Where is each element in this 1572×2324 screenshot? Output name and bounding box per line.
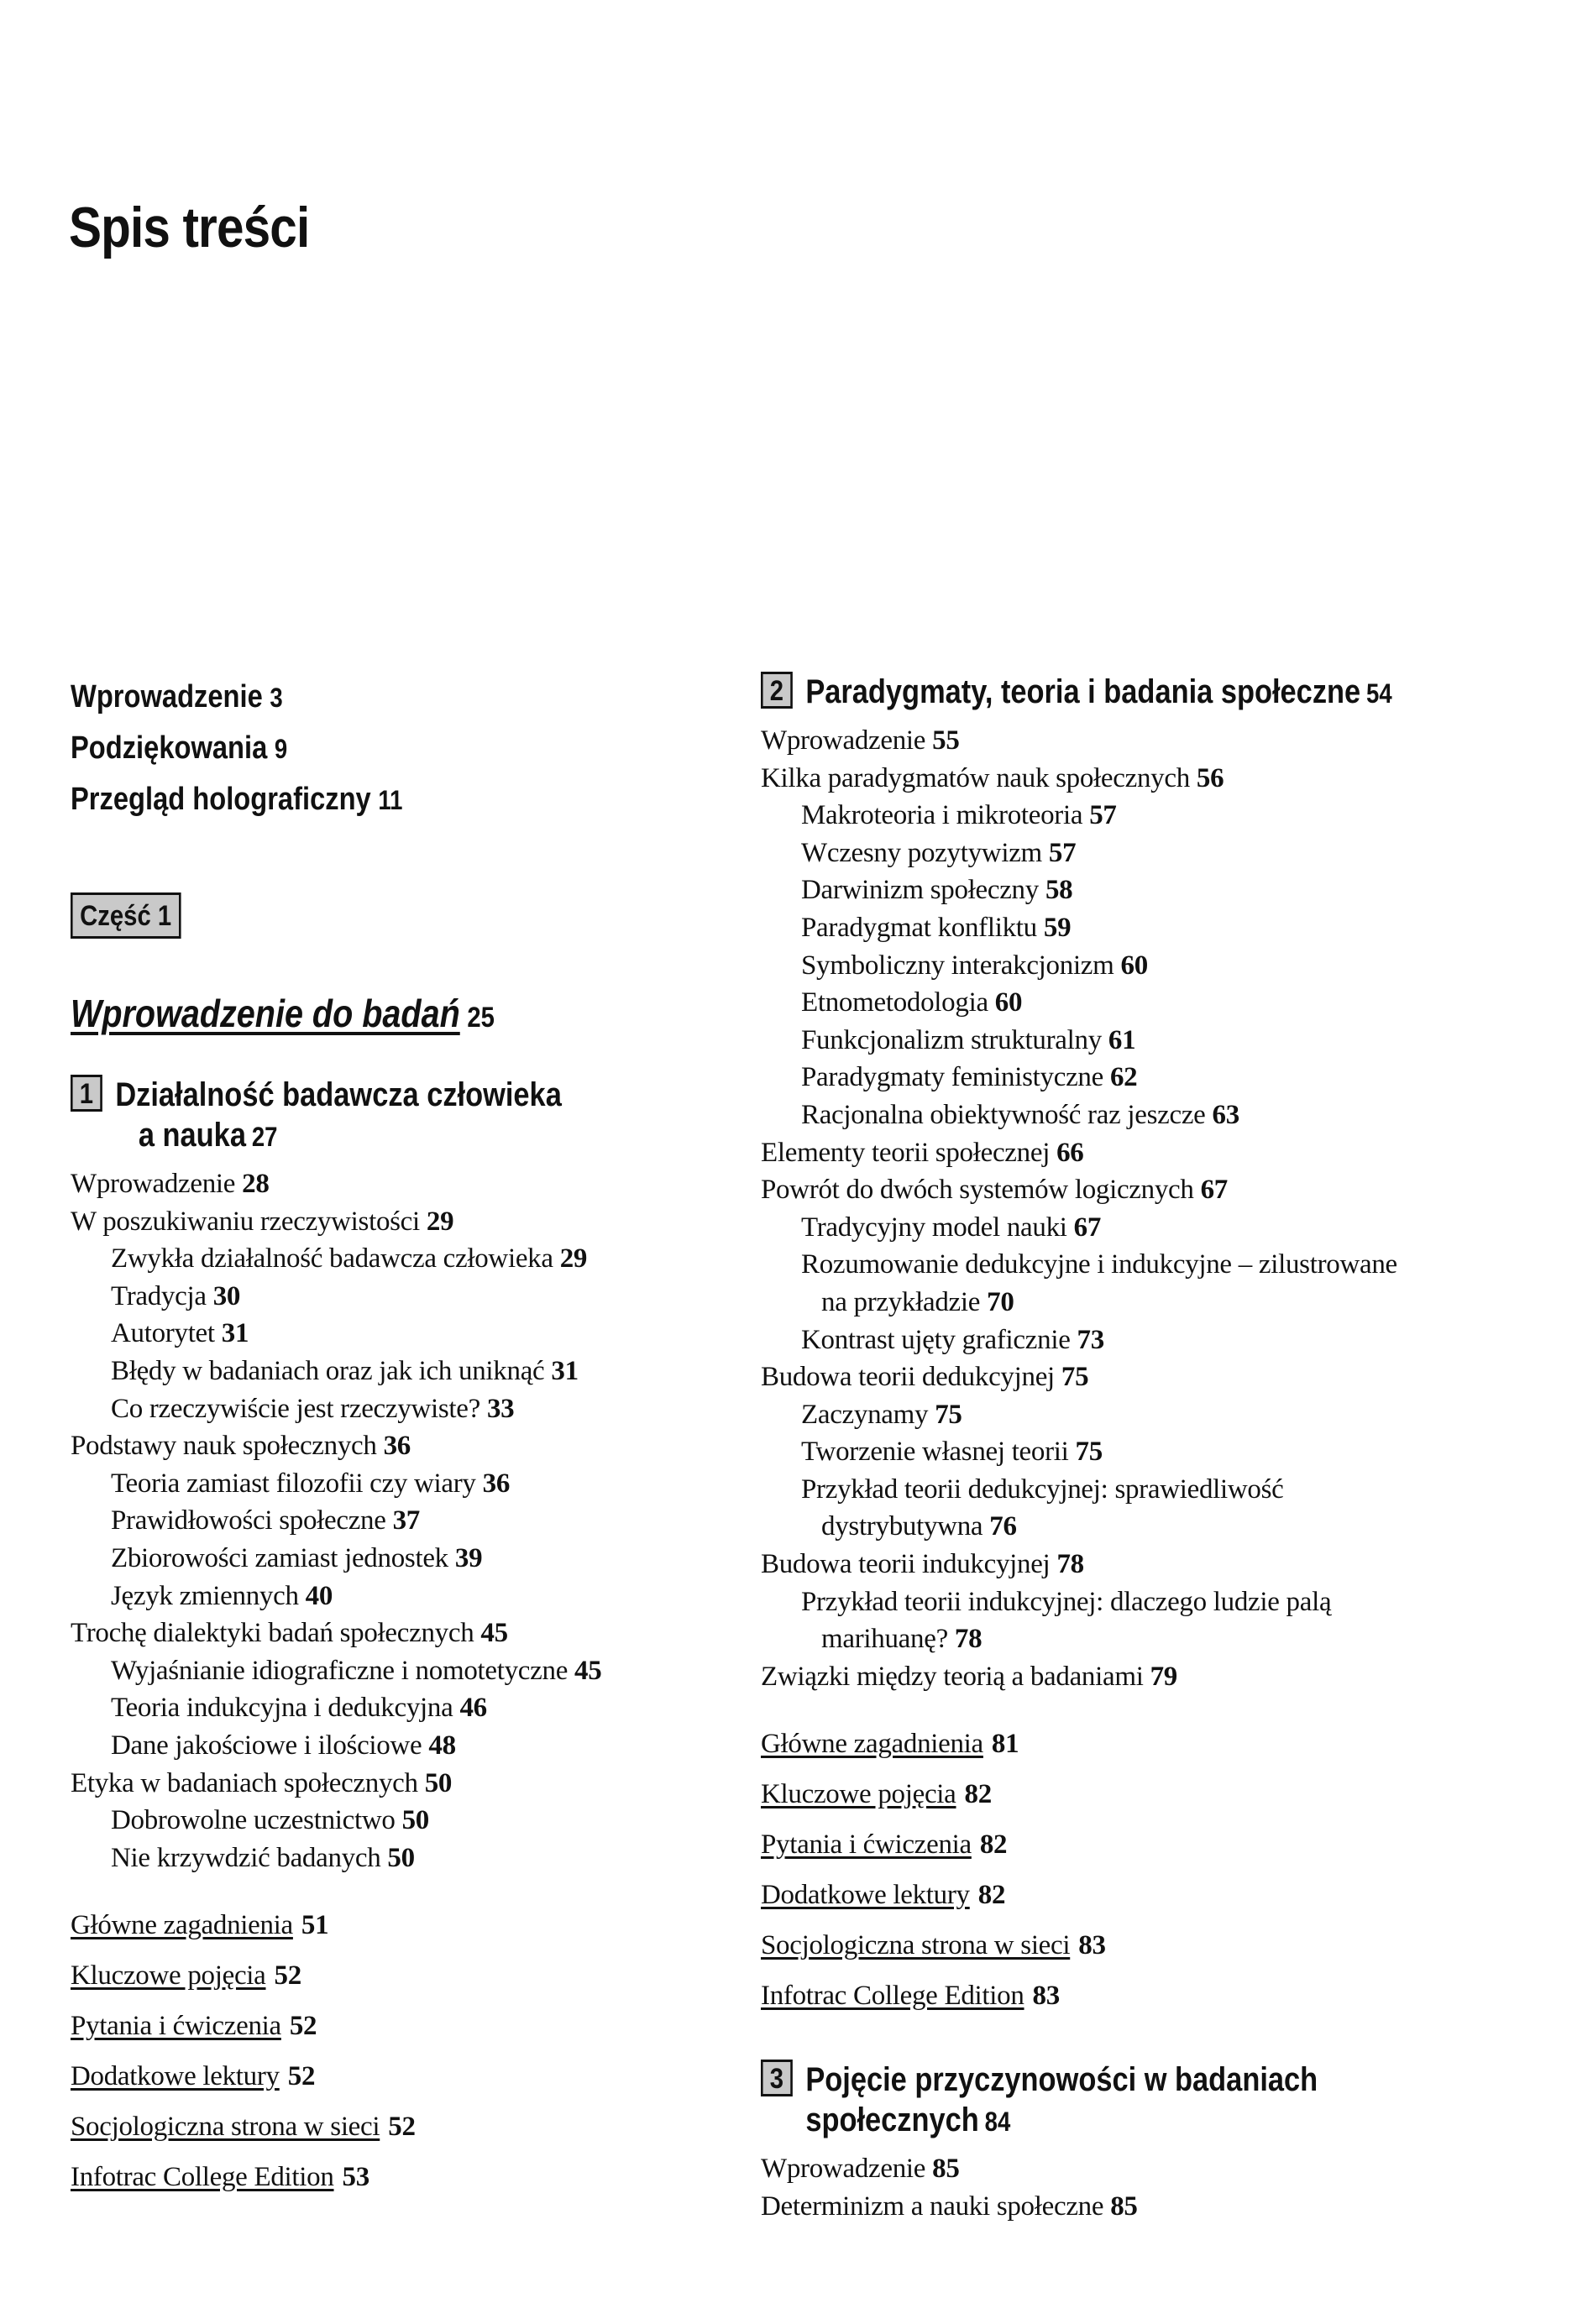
back-matter-link: Kluczowe pojęcia [761, 1779, 956, 1810]
page-number: 51 [301, 1910, 329, 1941]
page-number: 70 [987, 1286, 1014, 1317]
page-number: 60 [994, 987, 1023, 1018]
toc-entry [71, 1652, 726, 1690]
right-column [761, 672, 1517, 2226]
toc-entry [761, 872, 1517, 909]
page-number: 75 [1061, 1362, 1089, 1393]
page-number: 57 [1089, 800, 1117, 831]
page-number: 60 [1120, 950, 1148, 981]
page-number: 25 [467, 1002, 495, 1034]
page-number: 67 [1073, 1212, 1102, 1243]
page-title: Spis treści [69, 196, 310, 259]
toc-entry-text: Powrót do dwóch systemów logicznych [761, 1175, 1194, 1206]
page-number: 45 [574, 1655, 602, 1686]
toc-entry [71, 1727, 726, 1765]
toc-entry-text: Związki między teorią a badaniami [761, 1661, 1144, 1692]
toc-entry-text: Paradygmaty feministyczne [801, 1062, 1103, 1093]
toc-entry-text: Dane jakościowe i ilościowe [111, 1730, 422, 1761]
chapter-title-line [805, 672, 1411, 714]
front-matter-item [71, 723, 634, 774]
toc-entry [761, 1134, 1517, 1172]
chapter-number-box: 3 [761, 2060, 793, 2096]
toc-entry [71, 1689, 726, 1727]
toc-entry-text: Błędy w badaniach oraz jak ich uniknąć [111, 1355, 545, 1386]
page-number: 37 [392, 1505, 421, 1536]
toc-entry-text: Paradygmat konfliktu [801, 912, 1037, 943]
toc-entry-text: Zwykła działalność badawcza człowieka [111, 1243, 553, 1275]
toc-entry-text: Funkcjonalizm strukturalny [801, 1024, 1102, 1055]
page-number: 78 [954, 1624, 982, 1655]
toc-entry-text: Teoria zamiast filozofii czy wiary [111, 1468, 476, 1499]
back-matter-item [761, 1769, 1517, 1819]
back-matter-link: Główne zagadnienia [71, 1910, 293, 1941]
page-number: 40 [305, 1580, 333, 1611]
toc-entry [761, 947, 1517, 985]
chapter-title-line [805, 2100, 1411, 2142]
back-matter-item [761, 1920, 1517, 1971]
toc-entry-text: Elementy teorii społecznej [761, 1137, 1051, 1168]
page-number: 48 [428, 1730, 456, 1761]
toc-entry [761, 2188, 1517, 2226]
toc-entry-text: Trochę dialektyki badań społecznych [71, 1618, 474, 1649]
chapter-title-text: Paradygmaty, teoria i badania społeczne [805, 673, 1361, 710]
page-number: 79 [1150, 1661, 1177, 1692]
page-number: 36 [482, 1468, 511, 1499]
page-number: 50 [424, 1767, 453, 1798]
toc-entry [71, 1427, 726, 1465]
back-matter-link: Infotrac College Edition [761, 1981, 1024, 2012]
page-number: 73 [1077, 1324, 1104, 1355]
page-number: 9 [274, 734, 288, 764]
toc-entry-text: Etyka w badaniach społecznych [71, 1767, 418, 1798]
toc-entry [761, 722, 1517, 760]
toc-entry [71, 1240, 726, 1278]
page-number: 55 [932, 725, 960, 756]
toc-entry [761, 1471, 1517, 1509]
back-matter-link: Infotrac College Edition [71, 2162, 334, 2193]
toc-entry [71, 1540, 726, 1578]
toc-entry [761, 1620, 1517, 1658]
toc-entry-text: Kilka paradygmatów nauk społecznych [761, 762, 1190, 793]
back-matter-item [761, 1971, 1517, 2021]
page-number: 59 [1043, 912, 1072, 943]
toc-entry [71, 1502, 726, 1540]
toc-entry [761, 1658, 1517, 1696]
back-matter-link: Socjologiczna strona w sieci [71, 2112, 380, 2143]
part-label-box: Część 1 [71, 892, 181, 939]
toc-entry [71, 1165, 726, 1203]
toc-entry-text: Wprowadzenie [761, 2154, 926, 2185]
toc-entry-text: Racjonalna obiektywność raz jeszcze [801, 1099, 1206, 1130]
toc-entry-text: Przykład teorii dedukcyjnej: sprawiedliwość [801, 1473, 1284, 1505]
back-matter-link: Pytania i ćwiczenia [71, 2011, 281, 2042]
toc-entry [761, 984, 1517, 1022]
page-number: 82 [979, 1829, 1008, 1861]
toc-entry-text: Budowa teorii dedukcyjnej [761, 1362, 1055, 1393]
page-number: 56 [1196, 762, 1224, 793]
toc-entry [761, 797, 1517, 835]
page-number: 63 [1212, 1099, 1239, 1130]
page-number: 75 [935, 1399, 962, 1430]
toc-entry-text: Tradycyjny model nauki [801, 1212, 1067, 1243]
chapter-title-line [115, 1115, 633, 1157]
page-number: 83 [1032, 1981, 1060, 2012]
back-matter-item [71, 1900, 726, 1950]
toc-entry [761, 1022, 1517, 1060]
page-number: 33 [486, 1393, 515, 1424]
page-number: 11 [378, 785, 403, 815]
page-number: 27 [251, 1122, 278, 1152]
page-number: 67 [1200, 1175, 1229, 1206]
page-number: 81 [991, 1729, 1019, 1760]
page-number: 30 [212, 1280, 241, 1311]
page-number: 61 [1108, 1024, 1136, 1055]
back-matter-item [71, 2001, 726, 2051]
chapter-back-matter [761, 1719, 1517, 2021]
page-number: 28 [242, 1169, 270, 1199]
toc-entry-text: Kontrast ujęty graficznie [801, 1324, 1071, 1355]
chapter-title-line: Pojęcie przyczynowości w badaniach [805, 2061, 1318, 2099]
page-number: 3 [270, 683, 283, 713]
toc-entry [71, 1465, 726, 1503]
toc-entry [761, 835, 1517, 872]
chapter-entries [71, 1165, 726, 1876]
chapter-number-box: 2 [761, 672, 793, 709]
page-number: 85 [1110, 2191, 1138, 2222]
page-number: 50 [401, 1805, 429, 1836]
page-number: 75 [1075, 1437, 1103, 1468]
toc-entry [761, 2150, 1517, 2188]
chapter-entries [761, 2150, 1517, 2225]
toc-entry [71, 1315, 726, 1353]
toc-entry [761, 1433, 1517, 1471]
toc-entry [71, 1390, 726, 1428]
toc-entry [71, 1615, 726, 1652]
toc-entry-text: Determinizm a nauki społeczne [761, 2191, 1104, 2222]
page-number: 82 [964, 1779, 992, 1810]
toc-entry [761, 1322, 1517, 1359]
toc-entry-text: Rozumowanie dedukcyjne i indukcyjne – zilustrowane [801, 1249, 1397, 1280]
toc-entry-text: Budowa teorii indukcyjnej [761, 1549, 1051, 1580]
toc-entry-text: na przykładzie [821, 1286, 981, 1317]
toc-entry-text: Autorytet [111, 1318, 215, 1349]
chapter-entries [761, 722, 1517, 1695]
page-number: 84 [984, 2107, 1011, 2138]
page-number: 52 [287, 2061, 316, 2092]
toc-entry [761, 1546, 1517, 1583]
toc-entry [761, 1097, 1517, 1134]
toc-entry [761, 1396, 1517, 1434]
page-number: 66 [1056, 1137, 1084, 1168]
chapter-title-text: społecznych [805, 2102, 979, 2139]
toc-entry-text: Wprowadzenie [761, 725, 926, 756]
toc-entry-text: Nie krzywdzić badanych [111, 1842, 381, 1873]
page-number: 52 [274, 1960, 301, 1992]
toc-entry-text: Etnometodologia [801, 987, 988, 1018]
back-matter-link: Główne zagadnienia [761, 1729, 983, 1760]
page-number: 52 [388, 2112, 416, 2143]
page-number: 83 [1078, 1930, 1106, 1961]
toc-entry [761, 1209, 1517, 1247]
page-number: 31 [221, 1318, 249, 1349]
toc-entry-text: Język zmiennych [111, 1580, 299, 1611]
page-number: 29 [426, 1206, 454, 1237]
toc-entry [71, 1278, 726, 1316]
page-number: 58 [1045, 875, 1073, 906]
toc-entry-text: Prawidłowości społeczne [111, 1505, 386, 1536]
toc-entry-text: Podstawy nauk społecznych [71, 1431, 377, 1462]
part-title [71, 991, 634, 1036]
toc-entry [761, 1171, 1517, 1209]
back-matter-item [761, 1870, 1517, 1920]
page-number: 31 [551, 1355, 579, 1386]
toc-entry-text: Wprowadzenie [71, 1169, 236, 1199]
page-number: 54 [1366, 678, 1392, 709]
part-title-text: Wprowadzenie do badań [71, 992, 460, 1035]
back-matter-item [71, 2102, 726, 2152]
page-number: 50 [387, 1842, 415, 1873]
page-number: 45 [480, 1618, 508, 1649]
toc-entry [71, 1203, 726, 1241]
toc-entry [71, 1765, 726, 1803]
front-matter-item [71, 774, 634, 825]
chapter-back-matter [71, 1900, 726, 2202]
toc-entry [761, 1246, 1517, 1284]
toc-entry-text: Tworzenie własnej teorii [801, 1437, 1069, 1468]
back-matter-item [71, 1950, 726, 2001]
toc-entry [71, 1353, 726, 1390]
toc-entry [761, 1059, 1517, 1097]
toc-entry [761, 760, 1517, 798]
chapter-heading [761, 672, 1411, 714]
page-number: 85 [932, 2154, 960, 2185]
back-matter-link: Kluczowe pojęcia [71, 1960, 266, 1992]
toc-entry [761, 1358, 1517, 1396]
front-matter-label: Podziękowania [71, 730, 268, 766]
page-number: 52 [289, 2011, 317, 2042]
toc-entry [71, 1840, 726, 1877]
toc-entry-text: Darwinizm społeczny [801, 875, 1039, 906]
chapter-title-text: a nauka [138, 1117, 246, 1154]
back-matter-item [71, 2152, 726, 2202]
toc-entry-text: Dobrowolne uczestnictwo [111, 1805, 396, 1836]
page-number: 29 [559, 1243, 588, 1275]
toc-entry-text: Wczesny pozytywizm [801, 837, 1042, 868]
toc-entry [71, 1802, 726, 1840]
back-matter-item [71, 2051, 726, 2102]
chapter-heading [71, 1075, 634, 1157]
toc-entry [761, 1583, 1517, 1621]
chapter-title-line: Działalność badawcza człowieka [115, 1076, 562, 1113]
page-number: 39 [454, 1542, 483, 1573]
toc-entry [761, 1284, 1517, 1322]
page-number: 78 [1056, 1549, 1084, 1580]
page-number: 57 [1048, 837, 1077, 868]
toc-entry-text: Tradycja [111, 1280, 207, 1311]
page-number: 76 [989, 1511, 1017, 1542]
page-number: 36 [383, 1431, 411, 1462]
page-number: 53 [342, 2162, 369, 2193]
toc-entry-text: marihuanę? [821, 1624, 948, 1655]
toc-entry [761, 909, 1517, 947]
back-matter-link: Dodatkowe lektury [71, 2061, 280, 2092]
page-number: 82 [977, 1880, 1006, 1911]
toc-entry-text: Zbiorowości zamiast jednostek [111, 1542, 448, 1573]
front-matter-item [71, 672, 634, 723]
toc-entry-text: Makroteoria i mikroteoria [801, 800, 1083, 831]
toc-entry [71, 1578, 726, 1615]
left-column [71, 672, 726, 2202]
back-matter-link: Socjologiczna strona w sieci [761, 1930, 1071, 1961]
page-number: 46 [459, 1693, 487, 1724]
back-matter-link: Pytania i ćwiczenia [761, 1829, 972, 1861]
back-matter-item [761, 1819, 1517, 1870]
toc-entry-text: W poszukiwaniu rzeczywistości [71, 1206, 420, 1237]
chapter-number-box: 1 [71, 1075, 102, 1112]
back-matter-link: Dodatkowe lektury [761, 1880, 970, 1911]
back-matter-item [761, 1719, 1517, 1769]
toc-entry-text: Zaczynamy [801, 1399, 929, 1430]
toc-entry-text: Symboliczny interakcjonizm [801, 950, 1114, 981]
front-matter-label: Przegląd holograficzny [71, 782, 371, 817]
toc-entry-text: Teoria indukcyjna i dedukcyjna [111, 1693, 453, 1724]
toc-entry [761, 1508, 1517, 1546]
toc-entry-text: Przykład teorii indukcyjnej: dlaczego ludzie palą [801, 1586, 1332, 1617]
front-matter-label: Wprowadzenie [71, 679, 263, 714]
toc-entry-text: Wyjaśnianie idiograficzne i nomotetyczne [111, 1655, 569, 1686]
toc-entry-text: dystrybutywna [821, 1511, 983, 1542]
chapter-heading [761, 2060, 1411, 2142]
toc-entry-text: Co rzeczywiście jest rzeczywiste? [111, 1393, 480, 1424]
page-number: 62 [1109, 1062, 1138, 1093]
